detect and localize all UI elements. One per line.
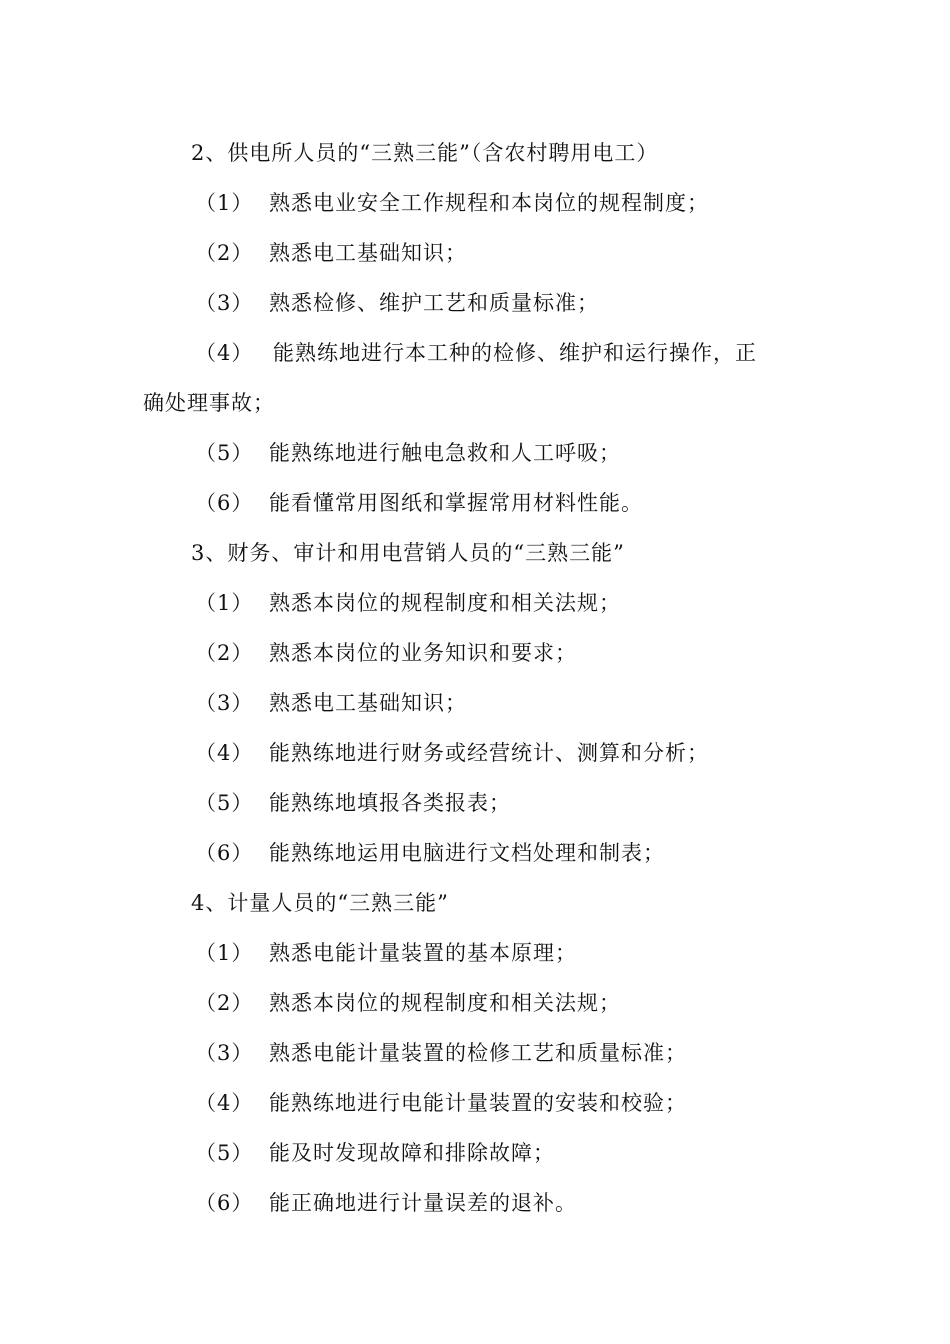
- item-text: 熟悉电工基础知识；: [269, 241, 467, 265]
- item-text: 能熟练地进行电能计量装置的安装和校验；: [269, 1091, 687, 1115]
- item-text: 能熟练地进行本工种的检修、维护和运行操作，正: [273, 341, 757, 365]
- list-item: [143, 628, 813, 678]
- item-text: 熟悉本岗位的业务知识和要求；: [269, 641, 577, 665]
- list-item: [143, 1178, 813, 1228]
- item-text-continuation: 确处理事故；: [143, 391, 275, 415]
- item-text: 能看懂常用图纸和掌握常用材料性能。: [269, 491, 643, 515]
- list-item: [143, 478, 813, 528]
- item-number: （6）: [195, 491, 254, 515]
- list-item: [143, 828, 813, 878]
- item-text: 熟悉本岗位的规程制度和相关法规；: [269, 591, 621, 615]
- item-number: （1）: [195, 941, 254, 965]
- item-text: 熟悉电工基础知识；: [269, 691, 467, 715]
- list-item: [143, 1028, 813, 1078]
- item-number: （4）: [195, 741, 254, 765]
- list-item: [143, 178, 813, 228]
- item-number: （6）: [195, 1191, 254, 1215]
- item-text: 能熟练地进行财务或经营统计、测算和分析；: [269, 741, 709, 765]
- item-number: （1）: [195, 591, 254, 615]
- item-text: 能熟练地填报各类报表；: [269, 791, 511, 815]
- list-item: [143, 278, 813, 328]
- item-text: 熟悉电业安全工作规程和本岗位的规程制度；: [269, 191, 709, 215]
- item-number: （5）: [195, 1141, 254, 1165]
- item-number: （2）: [195, 991, 254, 1015]
- item-number: （3）: [195, 1041, 254, 1065]
- section-heading: 4、计量人员的“三熟三能”: [191, 891, 449, 915]
- item-text: 能正确地进行计量误差的退补。: [269, 1191, 577, 1215]
- item-number: （3）: [195, 691, 254, 715]
- item-text: 熟悉电能计量装置的检修工艺和质量标准；: [269, 1041, 687, 1065]
- list-item: [143, 328, 813, 378]
- item-number: （2）: [195, 641, 254, 665]
- list-item: [143, 228, 813, 278]
- item-number: （4）: [195, 1091, 254, 1115]
- item-text: 熟悉检修、维护工艺和质量标准；: [269, 291, 599, 315]
- item-text: 能熟练地进行触电急救和人工呼吸；: [269, 441, 621, 465]
- list-item: [143, 978, 813, 1028]
- item-number: （3）: [195, 291, 254, 315]
- item-text: 能熟练地运用电脑进行文档处理和制表；: [269, 841, 665, 865]
- list-item: [143, 578, 813, 628]
- list-item: [143, 428, 813, 478]
- item-text: 熟悉本岗位的规程制度和相关法规；: [269, 991, 621, 1015]
- item-number: （5）: [195, 791, 254, 815]
- list-item: [143, 928, 813, 978]
- item-number: （2）: [195, 241, 254, 265]
- item-number: （5）: [195, 441, 254, 465]
- item-text: 能及时发现故障和排除故障；: [269, 1141, 555, 1165]
- list-item: [143, 1078, 813, 1128]
- document-body: [143, 128, 813, 1228]
- list-item: [143, 1128, 813, 1178]
- section-heading: 3、财务、审计和用电营销人员的“三熟三能”: [191, 541, 625, 565]
- section-heading: 2、供电所人员的“三熟三能”（含农村聘用电工）: [191, 141, 659, 165]
- item-number: （6）: [195, 841, 254, 865]
- item-number: （1）: [195, 191, 254, 215]
- item-text: 熟悉电能计量装置的基本原理；: [269, 941, 577, 965]
- item-number: （4）: [195, 341, 254, 365]
- list-item: [143, 778, 813, 828]
- list-item: [143, 728, 813, 778]
- list-item: [143, 678, 813, 728]
